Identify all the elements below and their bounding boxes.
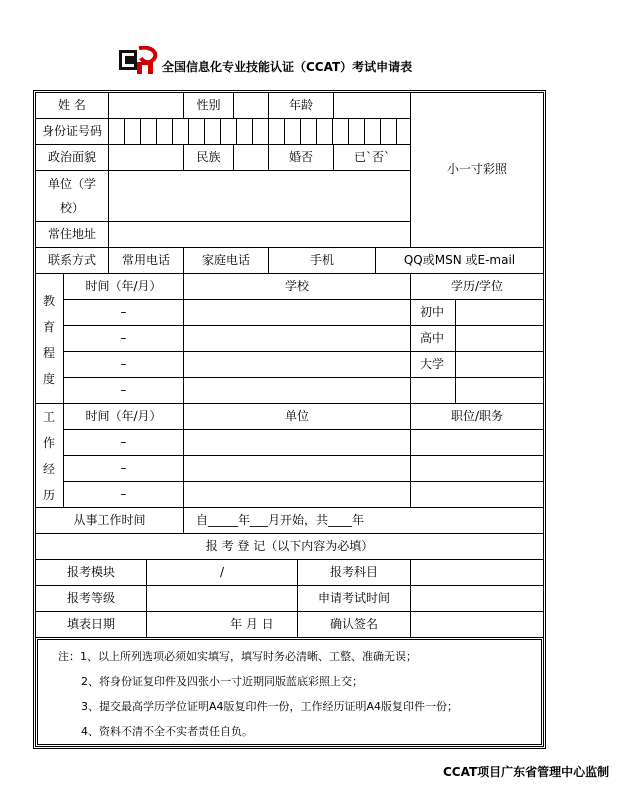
work-duration-text: 自_____年___月开始，共____年 bbox=[196, 513, 365, 527]
exam-module-label: 报考模块 bbox=[66, 565, 115, 579]
level-senior: 高中 bbox=[420, 331, 445, 345]
unit-label-line2: 校） bbox=[59, 201, 84, 215]
marital-option: 已`否` bbox=[353, 150, 390, 164]
work-dash: – bbox=[120, 461, 127, 475]
education-side-label: 教 育 程 度 bbox=[42, 294, 55, 386]
work-duration-label: 从事工作时间 bbox=[73, 513, 146, 527]
gender-label: 性别 bbox=[196, 98, 221, 112]
work-unit-header: 单位 bbox=[284, 409, 309, 423]
ethnic-label: 民族 bbox=[196, 150, 221, 164]
address-label: 常住地址 bbox=[47, 227, 96, 241]
name-label: 姓 名 bbox=[58, 98, 86, 112]
education-dash: – bbox=[120, 383, 127, 397]
registration-title: 报 考 登 记（以下内容为必填） bbox=[205, 539, 374, 553]
work-time-header: 时间（年/月） bbox=[85, 409, 162, 423]
note-2: 2、将身份证复印件及四张小一寸近期同版蓝底彩照上交； bbox=[81, 675, 363, 688]
level-junior: 初中 bbox=[420, 305, 445, 319]
contact-phone: 常用电话 bbox=[121, 253, 170, 267]
exam-module-separator: / bbox=[219, 565, 225, 579]
marital-label: 婚否 bbox=[288, 150, 313, 164]
political-status-label: 政治面貌 bbox=[47, 150, 96, 164]
exam-time-label: 申请考试时间 bbox=[317, 591, 390, 605]
exam-level-label: 报考等级 bbox=[66, 591, 115, 605]
footer-org: CCAT项目广东省管理中心监制 bbox=[443, 765, 610, 779]
unit-label-line1: 单位（学 bbox=[47, 177, 96, 191]
contact-im-email: QQ或MSN 或E-mail bbox=[403, 253, 516, 267]
education-time-header: 时间（年/月） bbox=[85, 279, 162, 293]
age-label: 年龄 bbox=[288, 98, 313, 112]
note-4: 4、资料不清不全不实者责任自负。 bbox=[81, 725, 253, 738]
exam-subject-label: 报考科目 bbox=[329, 565, 378, 579]
education-school-header: 学校 bbox=[284, 279, 309, 293]
education-degree-header: 学历/学位 bbox=[450, 279, 504, 293]
work-dash: – bbox=[120, 435, 127, 449]
fill-date-text: 年 月 日 bbox=[230, 617, 274, 631]
education-dash: – bbox=[120, 331, 127, 345]
work-position-header: 职位/职务 bbox=[450, 409, 504, 423]
note-3: 3、提交最高学历学位证明A4版复印件一份，工作经历证明A4版复印件一份； bbox=[81, 700, 459, 713]
id-number-label: 身份证号码 bbox=[41, 124, 102, 138]
contact-label: 联系方式 bbox=[47, 253, 96, 267]
form-title: 全国信息化专业技能认证（CCAT）考试申请表 bbox=[162, 60, 413, 74]
work-dash: – bbox=[120, 487, 127, 501]
contact-home-phone: 家庭电话 bbox=[201, 253, 250, 267]
signature-label: 确认签名 bbox=[329, 617, 378, 631]
level-university: 大学 bbox=[420, 357, 445, 371]
fill-date-label: 填表日期 bbox=[66, 617, 115, 631]
contact-mobile: 手机 bbox=[309, 253, 334, 267]
work-side-label: 工 作 经 历 bbox=[42, 410, 55, 502]
photo-placeholder: 小一寸彩照 bbox=[446, 162, 507, 176]
education-dash: – bbox=[120, 305, 127, 319]
note-1: 注：1、以上所列选项必须如实填写，填写时务必清晰、工整、准确无误； bbox=[58, 650, 417, 663]
education-dash: – bbox=[120, 357, 127, 371]
